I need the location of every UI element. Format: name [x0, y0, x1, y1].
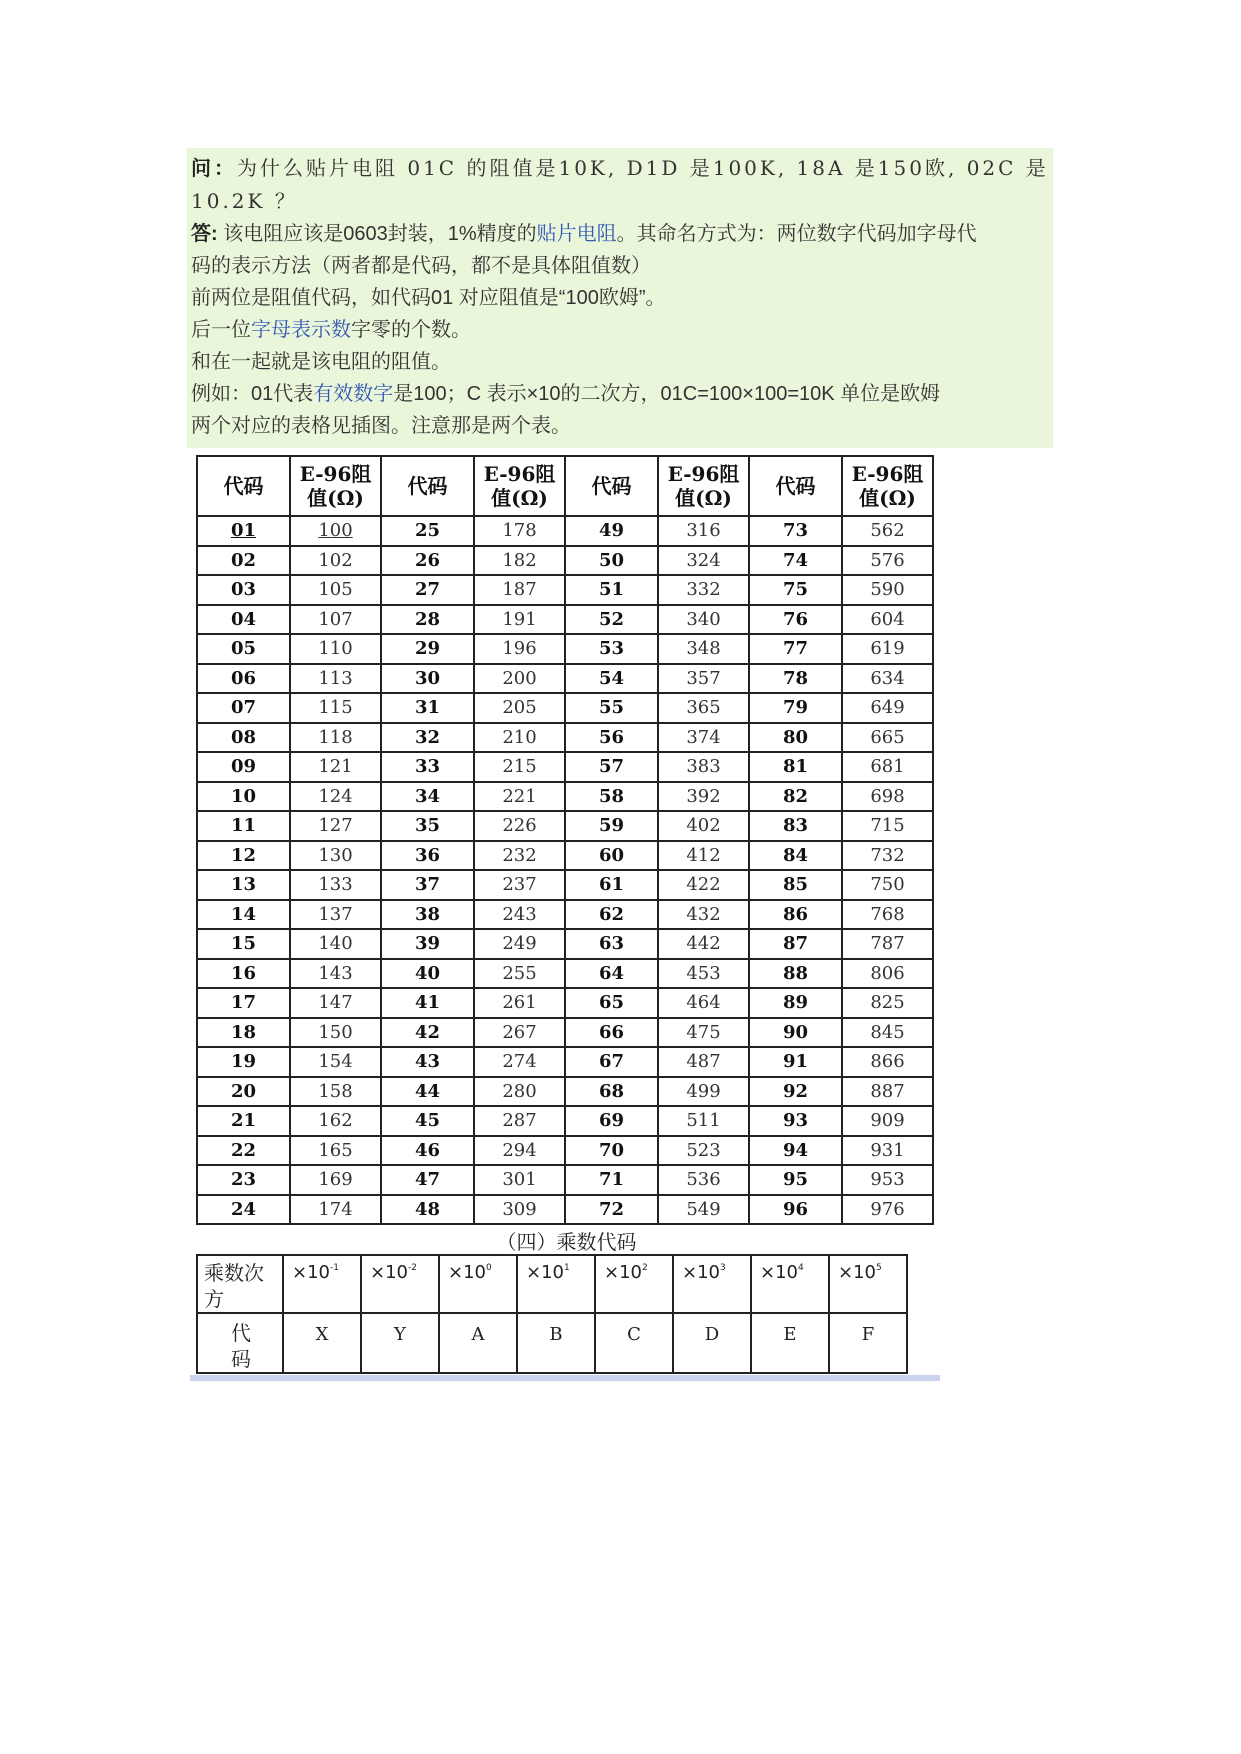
resistance-value-cell: 182 [474, 546, 565, 576]
code-cell: 51 [565, 575, 658, 605]
code-cell: 42 [381, 1018, 474, 1048]
resistance-value-cell: 237 [474, 870, 565, 900]
table-row [197, 841, 933, 871]
code-cell: 32 [381, 723, 474, 753]
resistance-value-cell: 174 [290, 1195, 381, 1225]
code-cell: 21 [197, 1106, 290, 1136]
letter-cell: D [673, 1313, 751, 1373]
letter-cell: F [829, 1313, 907, 1373]
code-cell: 53 [565, 634, 658, 664]
code-cell: 77 [749, 634, 842, 664]
code-cell: 89 [749, 988, 842, 1018]
resistance-value-cell: 147 [290, 988, 381, 1018]
resistance-value-cell: 287 [474, 1106, 565, 1136]
resistance-value-cell: 118 [290, 723, 381, 753]
question-continuation: 10.2K ？ [191, 189, 298, 213]
code-cell: 72 [565, 1195, 658, 1225]
answer-line-6 [191, 378, 1047, 410]
code-cell: 78 [749, 664, 842, 694]
power-cell: $\times 10^1$ [517, 1255, 595, 1313]
resistance-value-cell: 909 [842, 1106, 933, 1136]
code-cell: 23 [197, 1165, 290, 1195]
code-cell: 28 [381, 605, 474, 635]
code-cell: 58 [565, 782, 658, 812]
resistance-value-cell: 205 [474, 693, 565, 723]
table-row [197, 1195, 933, 1225]
code-cell: 46 [381, 1136, 474, 1166]
resistance-value-cell: 143 [290, 959, 381, 989]
code-cell: 02 [197, 546, 290, 576]
code-cell: 95 [749, 1165, 842, 1195]
resistance-value-cell: 249 [474, 929, 565, 959]
code-cell: 43 [381, 1047, 474, 1077]
resistance-value-cell: 200 [474, 664, 565, 694]
resistance-value-cell: 357 [658, 664, 749, 694]
answer-line-2: 码的表示方法（两者都是代码，都不是具体阻值数） [191, 255, 651, 277]
resistance-value-cell: 100 [290, 516, 381, 546]
resistance-value-cell: 178 [474, 516, 565, 546]
code-cell: 45 [381, 1106, 474, 1136]
significant-digits-link[interactable]: 有效数字 [313, 383, 394, 405]
table-row [197, 634, 933, 664]
letter-cell: B [517, 1313, 595, 1373]
resistance-value-cell: 953 [842, 1165, 933, 1195]
table-row [197, 1106, 933, 1136]
resistance-value-cell: 825 [842, 988, 933, 1018]
resistance-value-cell: 604 [842, 605, 933, 635]
header-value: E-96阻 值(Ω) [842, 456, 933, 516]
code-cell: 26 [381, 546, 474, 576]
letter-cell: C [595, 1313, 673, 1373]
resistance-value-cell: 374 [658, 723, 749, 753]
resistance-value-cell: 590 [842, 575, 933, 605]
header-code: 代码 [565, 456, 658, 516]
resistance-value-cell: 562 [842, 516, 933, 546]
code-cell: 74 [749, 546, 842, 576]
code-cell: 14 [197, 900, 290, 930]
resistance-value-cell: 523 [658, 1136, 749, 1166]
code-cell: 10 [197, 782, 290, 812]
resistance-value-cell: 274 [474, 1047, 565, 1077]
code-cell: 93 [749, 1106, 842, 1136]
resistance-value-cell: 332 [658, 575, 749, 605]
table-row [197, 693, 933, 723]
line6-text-a: 例如：01代表 [191, 383, 314, 405]
code-cell: 38 [381, 900, 474, 930]
header-code: 代码 [197, 456, 290, 516]
answer-line-7: 两个对应的表格见插图。注意那是两个表。 [191, 415, 571, 437]
resistance-value-cell: 301 [474, 1165, 565, 1195]
multiplier-power-row [197, 1255, 907, 1313]
multiplier-letter-row [197, 1313, 907, 1373]
smd-resistor-link[interactable]: 贴片电阻 [536, 223, 617, 245]
code-cell: 88 [749, 959, 842, 989]
code-cell: 09 [197, 752, 290, 782]
code-cell: 01 [197, 516, 290, 546]
table-row [197, 516, 933, 546]
resistance-value-cell: 324 [658, 546, 749, 576]
code-cell: 91 [749, 1047, 842, 1077]
code-cell: 59 [565, 811, 658, 841]
resistance-value-cell: 464 [658, 988, 749, 1018]
table-row [197, 723, 933, 753]
resistance-value-cell: 133 [290, 870, 381, 900]
table-row [197, 546, 933, 576]
letter-cell: A [439, 1313, 517, 1373]
code-cell: 82 [749, 782, 842, 812]
answer-line-5: 和在一起就是该电阻的阻值。 [191, 351, 451, 373]
code-cell: 79 [749, 693, 842, 723]
code-cell: 80 [749, 723, 842, 753]
line4-text-b: 字零的个数。 [351, 319, 471, 341]
code-cell: 83 [749, 811, 842, 841]
code-cell: 06 [197, 664, 290, 694]
resistance-value-cell: 392 [658, 782, 749, 812]
table-row [197, 752, 933, 782]
code-cell: 61 [565, 870, 658, 900]
resistance-value-cell: 887 [842, 1077, 933, 1107]
code-cell: 30 [381, 664, 474, 694]
resistance-value-cell: 154 [290, 1047, 381, 1077]
resistance-value-cell: 365 [658, 693, 749, 723]
resistance-value-cell: 732 [842, 841, 933, 871]
code-cell: 90 [749, 1018, 842, 1048]
code-cell: 04 [197, 605, 290, 635]
code-cell: 33 [381, 752, 474, 782]
code-cell: 55 [565, 693, 658, 723]
header-value: E-96阻 值(Ω) [474, 456, 565, 516]
header-code: 代码 [381, 456, 474, 516]
resistance-value-cell: 196 [474, 634, 565, 664]
code-cell: 37 [381, 870, 474, 900]
code-cell: 54 [565, 664, 658, 694]
power-cell: $\times 10^0$ [439, 1255, 517, 1313]
resistance-value-cell: 806 [842, 959, 933, 989]
power-cell: $\times 10^{-1}$ [283, 1255, 361, 1313]
resistance-value-cell: 210 [474, 723, 565, 753]
code-cell: 62 [565, 900, 658, 930]
resistance-value-cell: 383 [658, 752, 749, 782]
code-cell: 60 [565, 841, 658, 871]
resistance-value-cell: 348 [658, 634, 749, 664]
resistance-value-cell: 340 [658, 605, 749, 635]
resistance-value-cell: 976 [842, 1195, 933, 1225]
question-label: 问： [191, 156, 237, 180]
code-cell: 64 [565, 959, 658, 989]
divider-bar [190, 1375, 940, 1381]
table-row [197, 664, 933, 694]
resistance-value-cell: 255 [474, 959, 565, 989]
resistance-value-cell: 866 [842, 1047, 933, 1077]
resistance-value-cell: 105 [290, 575, 381, 605]
resistance-value-cell: 158 [290, 1077, 381, 1107]
code-cell: 63 [565, 929, 658, 959]
line6-text-b: 是100；C 表示×10的二次方，01C=100×100=10K 单位是欧姆 [393, 383, 941, 405]
multiplier-code-label: 代 码 [197, 1313, 283, 1373]
code-cell: 08 [197, 723, 290, 753]
power-cell: $\times 10^4$ [751, 1255, 829, 1313]
header-code: 代码 [749, 456, 842, 516]
table-row [197, 870, 933, 900]
table-row [197, 1018, 933, 1048]
resistance-value-cell: 226 [474, 811, 565, 841]
table-row [197, 1077, 933, 1107]
resistance-value-cell: 475 [658, 1018, 749, 1048]
code-cell: 81 [749, 752, 842, 782]
code-cell: 94 [749, 1136, 842, 1166]
resistance-value-cell: 402 [658, 811, 749, 841]
resistance-value-cell: 412 [658, 841, 749, 871]
resistance-value-cell: 499 [658, 1077, 749, 1107]
code-cell: 48 [381, 1195, 474, 1225]
code-cell: 50 [565, 546, 658, 576]
code-cell: 13 [197, 870, 290, 900]
code-cell: 66 [565, 1018, 658, 1048]
table-row [197, 605, 933, 635]
resistance-value-cell: 768 [842, 900, 933, 930]
resistance-value-cell: 127 [290, 811, 381, 841]
resistance-value-cell: 165 [290, 1136, 381, 1166]
code-cell: 69 [565, 1106, 658, 1136]
code-cell: 29 [381, 634, 474, 664]
resistance-value-cell: 698 [842, 782, 933, 812]
resistance-value-cell: 130 [290, 841, 381, 871]
resistance-value-cell: 309 [474, 1195, 565, 1225]
resistance-value-cell: 536 [658, 1165, 749, 1195]
resistance-value-cell: 576 [842, 546, 933, 576]
code-cell: 44 [381, 1077, 474, 1107]
code-cell: 67 [565, 1047, 658, 1077]
code-cell: 18 [197, 1018, 290, 1048]
resistance-value-cell: 267 [474, 1018, 565, 1048]
code-cell: 15 [197, 929, 290, 959]
code-cell: 73 [749, 516, 842, 546]
resistance-value-cell: 619 [842, 634, 933, 664]
table-row [197, 1136, 933, 1166]
code-cell: 12 [197, 841, 290, 871]
code-cell: 84 [749, 841, 842, 871]
resistance-value-cell: 665 [842, 723, 933, 753]
resistance-value-cell: 115 [290, 693, 381, 723]
code-cell: 68 [565, 1077, 658, 1107]
code-cell: 31 [381, 693, 474, 723]
code-cell: 52 [565, 605, 658, 635]
code-cell: 05 [197, 634, 290, 664]
resistance-value-cell: 113 [290, 664, 381, 694]
resistance-value-cell: 221 [474, 782, 565, 812]
code-cell: 70 [565, 1136, 658, 1166]
answer-label: 答: [191, 223, 218, 245]
resistance-value-cell: 649 [842, 693, 933, 723]
power-cell: $\times 10^5$ [829, 1255, 907, 1313]
resistance-value-cell: 169 [290, 1165, 381, 1195]
code-cell: 20 [197, 1077, 290, 1107]
code-cell: 07 [197, 693, 290, 723]
resistance-value-cell: 750 [842, 870, 933, 900]
header-value: E-96阻 值(Ω) [290, 456, 381, 516]
table-row [197, 959, 933, 989]
resistance-value-cell: 232 [474, 841, 565, 871]
letter-cell: X [283, 1313, 361, 1373]
code-cell: 41 [381, 988, 474, 1018]
power-cell: $\times 10^3$ [673, 1255, 751, 1313]
resistance-value-cell: 137 [290, 900, 381, 930]
code-cell: 24 [197, 1195, 290, 1225]
resistance-value-cell: 140 [290, 929, 381, 959]
resistance-value-cell: 102 [290, 546, 381, 576]
answer-line-4 [191, 314, 1047, 346]
power-cell: $\times 10^2$ [595, 1255, 673, 1313]
resistance-value-cell: 432 [658, 900, 749, 930]
resistance-value-cell: 121 [290, 752, 381, 782]
code-cell: 16 [197, 959, 290, 989]
table-row [197, 811, 933, 841]
answer-text-b: 。其命名方式为：两位数字代码加字母代 [616, 223, 977, 245]
code-cell: 03 [197, 575, 290, 605]
resistance-value-cell: 162 [290, 1106, 381, 1136]
e96-code-table [196, 455, 934, 1225]
table-row [197, 929, 933, 959]
resistance-value-cell: 107 [290, 605, 381, 635]
multiplier-caption: （四）乘数代码 [496, 1230, 637, 1254]
code-cell: 85 [749, 870, 842, 900]
resistance-value-cell: 294 [474, 1136, 565, 1166]
resistance-value-cell: 453 [658, 959, 749, 989]
code-cell: 96 [749, 1195, 842, 1225]
code-cell: 87 [749, 929, 842, 959]
resistance-value-cell: 634 [842, 664, 933, 694]
table-row [197, 575, 933, 605]
code-cell: 57 [565, 752, 658, 782]
table-row [197, 1165, 933, 1195]
answer-text-a: 该电阻应该是0603封装，1%精度的 [217, 223, 537, 245]
resistance-value-cell: 422 [658, 870, 749, 900]
code-cell: 75 [749, 575, 842, 605]
resistance-value-cell: 715 [842, 811, 933, 841]
resistance-value-cell: 316 [658, 516, 749, 546]
code-cell: 25 [381, 516, 474, 546]
code-table-header [197, 456, 933, 516]
answer-line-1 [191, 218, 1047, 250]
letter-cell: Y [361, 1313, 439, 1373]
code-cell: 76 [749, 605, 842, 635]
resistance-value-cell: 442 [658, 929, 749, 959]
question-line [191, 152, 1047, 185]
letter-digit-link[interactable]: 字母表示数 [251, 319, 351, 341]
resistance-value-cell: 931 [842, 1136, 933, 1166]
code-cell: 56 [565, 723, 658, 753]
resistance-value-cell: 191 [474, 605, 565, 635]
resistance-value-cell: 681 [842, 752, 933, 782]
resistance-value-cell: 845 [842, 1018, 933, 1048]
resistance-value-cell: 110 [290, 634, 381, 664]
question-text: 为什么贴片电阻 01C 的阻值是10K, D1D 是100K, 18A 是150欧, 02C 是 [237, 156, 1049, 180]
qa-block [187, 148, 1053, 448]
power-cell: $\times 10^{-2}$ [361, 1255, 439, 1313]
header-value: E-96阻 值(Ω) [658, 456, 749, 516]
code-cell: 71 [565, 1165, 658, 1195]
code-cell: 47 [381, 1165, 474, 1195]
resistance-value-cell: 150 [290, 1018, 381, 1048]
table-row [197, 1047, 933, 1077]
code-cell: 39 [381, 929, 474, 959]
code-cell: 19 [197, 1047, 290, 1077]
table-row [197, 988, 933, 1018]
code-cell: 49 [565, 516, 658, 546]
resistance-value-cell: 124 [290, 782, 381, 812]
resistance-value-cell: 215 [474, 752, 565, 782]
code-cell: 36 [381, 841, 474, 871]
code-cell: 22 [197, 1136, 290, 1166]
resistance-value-cell: 187 [474, 575, 565, 605]
resistance-value-cell: 487 [658, 1047, 749, 1077]
resistance-value-cell: 280 [474, 1077, 565, 1107]
code-cell: 40 [381, 959, 474, 989]
letter-cell: E [751, 1313, 829, 1373]
resistance-value-cell: 549 [658, 1195, 749, 1225]
answer-line-3: 前两位是阻值代码，如代码01 对应阻值是“100欧姆”。 [191, 287, 666, 309]
resistance-value-cell: 261 [474, 988, 565, 1018]
code-cell: 34 [381, 782, 474, 812]
table-row [197, 900, 933, 930]
code-cell: 11 [197, 811, 290, 841]
table-row [197, 782, 933, 812]
resistance-value-cell: 511 [658, 1106, 749, 1136]
resistance-value-cell: 787 [842, 929, 933, 959]
line4-text-a: 后一位 [191, 319, 251, 341]
code-cell: 92 [749, 1077, 842, 1107]
multiplier-power-label: 乘数次 方 [197, 1255, 283, 1313]
code-cell: 17 [197, 988, 290, 1018]
code-cell: 27 [381, 575, 474, 605]
code-cell: 65 [565, 988, 658, 1018]
code-cell: 86 [749, 900, 842, 930]
multiplier-table [196, 1254, 908, 1374]
code-cell: 35 [381, 811, 474, 841]
resistance-value-cell: 243 [474, 900, 565, 930]
